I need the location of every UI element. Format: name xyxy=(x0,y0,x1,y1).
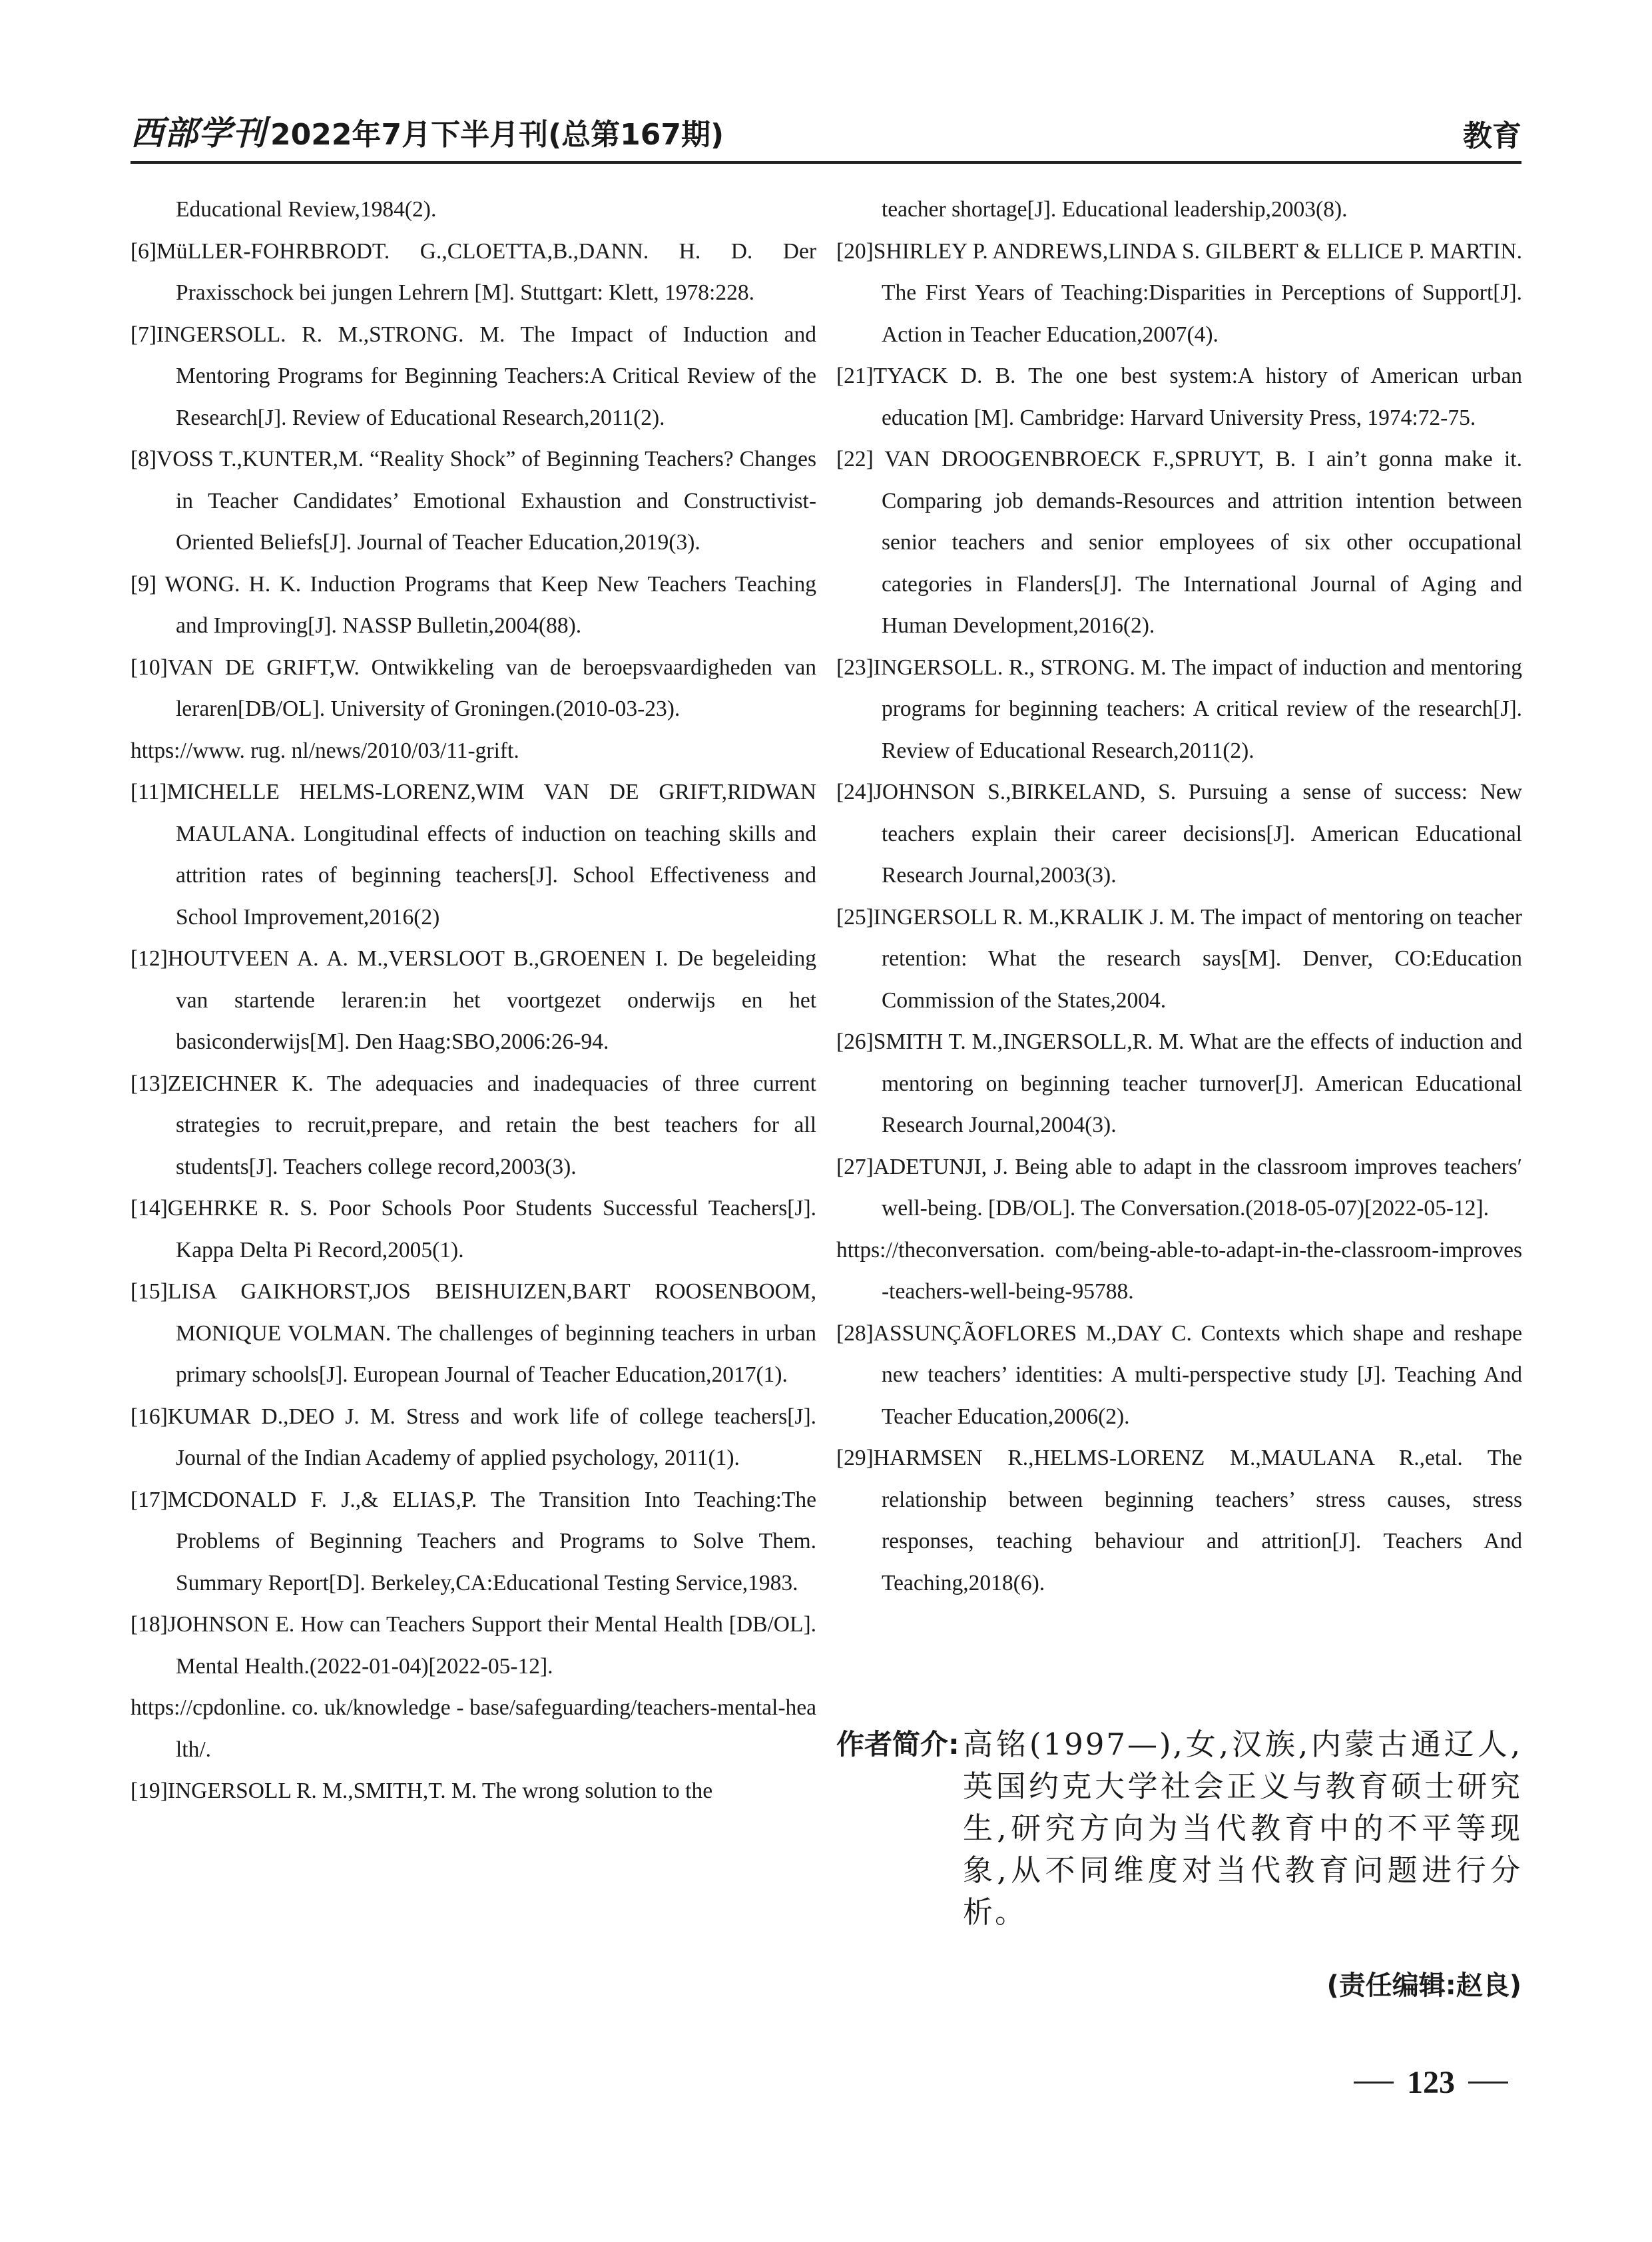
reference-url[interactable]: https://www. rug. nl/news/2010/03/11-grift. xyxy=(131,738,519,763)
reference-entry xyxy=(836,231,1522,356)
page-number: 123 xyxy=(1407,2065,1455,2100)
reference-text: [23]INGERSOLL. R., STRONG. M. The impact of induction and mentoring programs for beginning teachers: A critical review of the research[J]. Review of Educational Research,2011(2). xyxy=(836,655,1522,763)
reference-text: [7]INGERSOLL. R. M.,STRONG. M. The Impact of Induction and Mentoring Programs for Beginning Teachers:A Critical Review of the Research[J]. Review of Educational Research,2011(2). xyxy=(131,322,816,430)
reference-entry xyxy=(131,1771,816,1813)
reference-url[interactable]: https://cpdonline. co. uk/knowledge - base/safeguarding/teachers-mental-health/. xyxy=(131,1695,816,1762)
reference-entry xyxy=(131,1396,816,1480)
reference-text: [13]ZEICHNER K. The adequacies and inadequacies of three current strategies to recruit,prepare, and retain the best teachers for all students[J]. Teachers college record,2003(3). xyxy=(131,1071,816,1179)
reference-entry xyxy=(131,439,816,564)
reference-text: [24]JOHNSON S.,BIRKELAND, S. Pursuing a sense of success: New teachers explain their career decisions[J]. American Educational Research Journal,2003(3). xyxy=(836,780,1522,888)
reference-text: teacher shortage[J]. Educational leadership,2003(8). xyxy=(882,197,1348,222)
dash-right xyxy=(1468,2082,1508,2084)
reference-url[interactable]: https://theconversation. com/being-able-to-adapt-in-the-classroom-improves-teachers-well-being-95788. xyxy=(836,1237,1522,1304)
reference-entry xyxy=(131,314,816,439)
reference-text: [6]MüLLER-FOHRBRODT. G.,CLOETTA,B.,DANN. H. D. Der Praxisschock bei jungen Lehrern [M]. Stuttgart: Klett, 1978:228. xyxy=(131,238,816,305)
reference-entry xyxy=(836,1147,1522,1313)
reference-entry xyxy=(131,564,816,647)
reference-text: [28]ASSUNÇÃOFLORES M.,DAY C. Contexts which shape and reshape new teachers’ identities: A multi-perspective study [J]. Teaching And Teacher Education,2006(2). xyxy=(836,1320,1522,1429)
header-left xyxy=(131,107,724,154)
reference-text: [10]VAN DE GRIFT,W. Ontwikkeling van de beroepsvaardigheden van leraren[DB/OL]. University of Groningen.(2010-03-23). xyxy=(131,655,816,721)
reference-text: Educational Review,1984(2). xyxy=(176,197,437,222)
reference-entry xyxy=(131,1271,816,1396)
reference-entry xyxy=(131,772,816,938)
page-number-footer xyxy=(1340,2064,1521,2101)
reference-text: [11]MICHELLE HELMS-LORENZ,WIM VAN DE GRIFT,RIDWAN MAULANA. Longitudinal effects of induction on teaching skills and attrition rates of beginning teachers[J]. School Effectiveness and School Improvement,2016(2) xyxy=(131,780,816,930)
reference-entry xyxy=(836,356,1522,439)
reference-entry xyxy=(836,897,1522,1022)
reference-entry xyxy=(131,231,816,314)
journal-logo: 西部学刊 xyxy=(131,113,266,152)
reference-entry xyxy=(836,189,1522,231)
reference-text: [12]HOUTVEEN A. A. M.,VERSLOOT B.,GROENEN I. De begeleiding van startende leraren:in het voortgezet onderwijs en het basiconderwijs[M]. Den Haag:SBO,2006:26-94. xyxy=(131,946,816,1054)
reference-entry xyxy=(131,189,816,231)
reference-entry xyxy=(836,1021,1522,1147)
reference-entry xyxy=(131,938,816,1063)
reference-text: [18]JOHNSON E. How can Teachers Support their Mental Health [DB/OL]. Mental Health.(2022-01-04)[2022-05-12]. xyxy=(131,1612,816,1679)
reference-entry xyxy=(131,1063,816,1189)
references-right-column xyxy=(836,189,1522,1604)
section-name: 教育 xyxy=(1463,119,1521,153)
reference-text: [19]INGERSOLL R. M.,SMITH,T. M. The wrong solution to the xyxy=(131,1779,713,1803)
reference-entry xyxy=(836,1438,1522,1604)
dash-left xyxy=(1354,2082,1394,2084)
author-bio-label: 作者简介: xyxy=(836,1728,960,1761)
reference-entry xyxy=(836,439,1522,647)
reference-text: [14]GEHRKE R. S. Poor Schools Poor Students Successful Teachers[J]. Kappa Delta Pi Record,2005(1). xyxy=(131,1196,816,1262)
reference-text: [29]HARMSEN R.,HELMS-LORENZ M.,MAULANA R.,etal. The relationship between beginning teachers’ stress causes, stress responses, teaching behaviour and attrition[J]. Teachers And Teaching,2018(6). xyxy=(836,1446,1522,1595)
reference-entry xyxy=(836,772,1522,897)
author-bio-text: 高铭(1997—),女,汉族,内蒙古通辽人,英国约克大学社会正义与教育硕士研究生,研究方向为当代教育中的不平等现象,从不同维度对当代教育问题进行分析。 xyxy=(963,1727,1522,1930)
reference-entry xyxy=(131,647,816,772)
reference-text: [22] VAN DROOGENBROECK F.,SPRUYT, B. I ain’t gonna make it. Comparing job demands-Resources and attrition intention between senior teachers and senior employees of six other occupational categories in Flanders[J]. The International Journal of Aging and Human Development,2016(2). xyxy=(836,447,1522,638)
reference-entry xyxy=(131,1604,816,1771)
reference-text: [20]SHIRLEY P. ANDREWS,LINDA S. GILBERT & ELLICE P. MARTIN. The First Years of Teaching:Disparities in Perceptions of Support[J]. Action in Teacher Education,2007(4). xyxy=(836,238,1522,347)
reference-text: [8]VOSS T.,KUNTER,M. “Reality Shock” of Beginning Teachers? Changes in Teacher Candidates’ Emotional Exhaustion and Constructivist-Oriented Beliefs[J]. Journal of Teacher Education,2019(3). xyxy=(131,447,816,555)
author-bio xyxy=(836,1723,1522,1933)
reference-entry xyxy=(836,647,1522,772)
references-left-column xyxy=(131,189,816,1813)
reference-text: [27]ADETUNJI, J. Being able to adapt in the classroom improves teachers′ well-being. [DB/OL]. The Conversation.(2018-05-07)[2022-05-12]. xyxy=(836,1154,1522,1221)
reference-text: [26]SMITH T. M.,INGERSOLL,R. M. What are the effects of induction and mentoring on beginning teacher turnover[J]. American Educational Research Journal,2004(3). xyxy=(836,1029,1522,1137)
issue-info: 2022年7月下半月刊(总第167期) xyxy=(270,118,724,152)
reference-text: [15]LISA GAIKHORST,JOS BEISHUIZEN,BART ROOSENBOOM, MONIQUE VOLMAN. The challenges of beginning teachers in urban primary schools[J]. European Journal of Teacher Education,2017(1). xyxy=(131,1279,816,1387)
reference-text: [17]MCDONALD F. J.,& ELIAS,P. The Transition Into Teaching:The Problems of Beginning Teachers and Programs to Solve Them. Summary Report[D]. Berkeley,CA:Educational Testing Service,1983. xyxy=(131,1487,816,1595)
reference-text: [25]INGERSOLL R. M.,KRALIK J. M. The impact of mentoring on teacher retention: What the research says[M]. Denver, CO:Education Commission of the States,2004. xyxy=(836,904,1522,1013)
reference-text: [21]TYACK D. B. The one best system:A history of American urban education [M]. Cambridge: Harvard University Press, 1974:72-75. xyxy=(836,364,1522,430)
reference-text: [16]KUMAR D.,DEO J. M. Stress and work life of college teachers[J]. Journal of the Indian Academy of applied psychology, 2011(1). xyxy=(131,1404,816,1470)
responsible-editor: (责任编辑:赵良) xyxy=(1326,1970,1521,2001)
reference-text: [9] WONG. H. K. Induction Programs that Keep New Teachers Teaching and Improving[J]. NASSP Bulletin,2004(88). xyxy=(131,571,816,638)
page-header xyxy=(131,112,1521,164)
reference-entry xyxy=(836,1313,1522,1438)
reference-entry xyxy=(131,1480,816,1605)
reference-entry xyxy=(131,1188,816,1271)
